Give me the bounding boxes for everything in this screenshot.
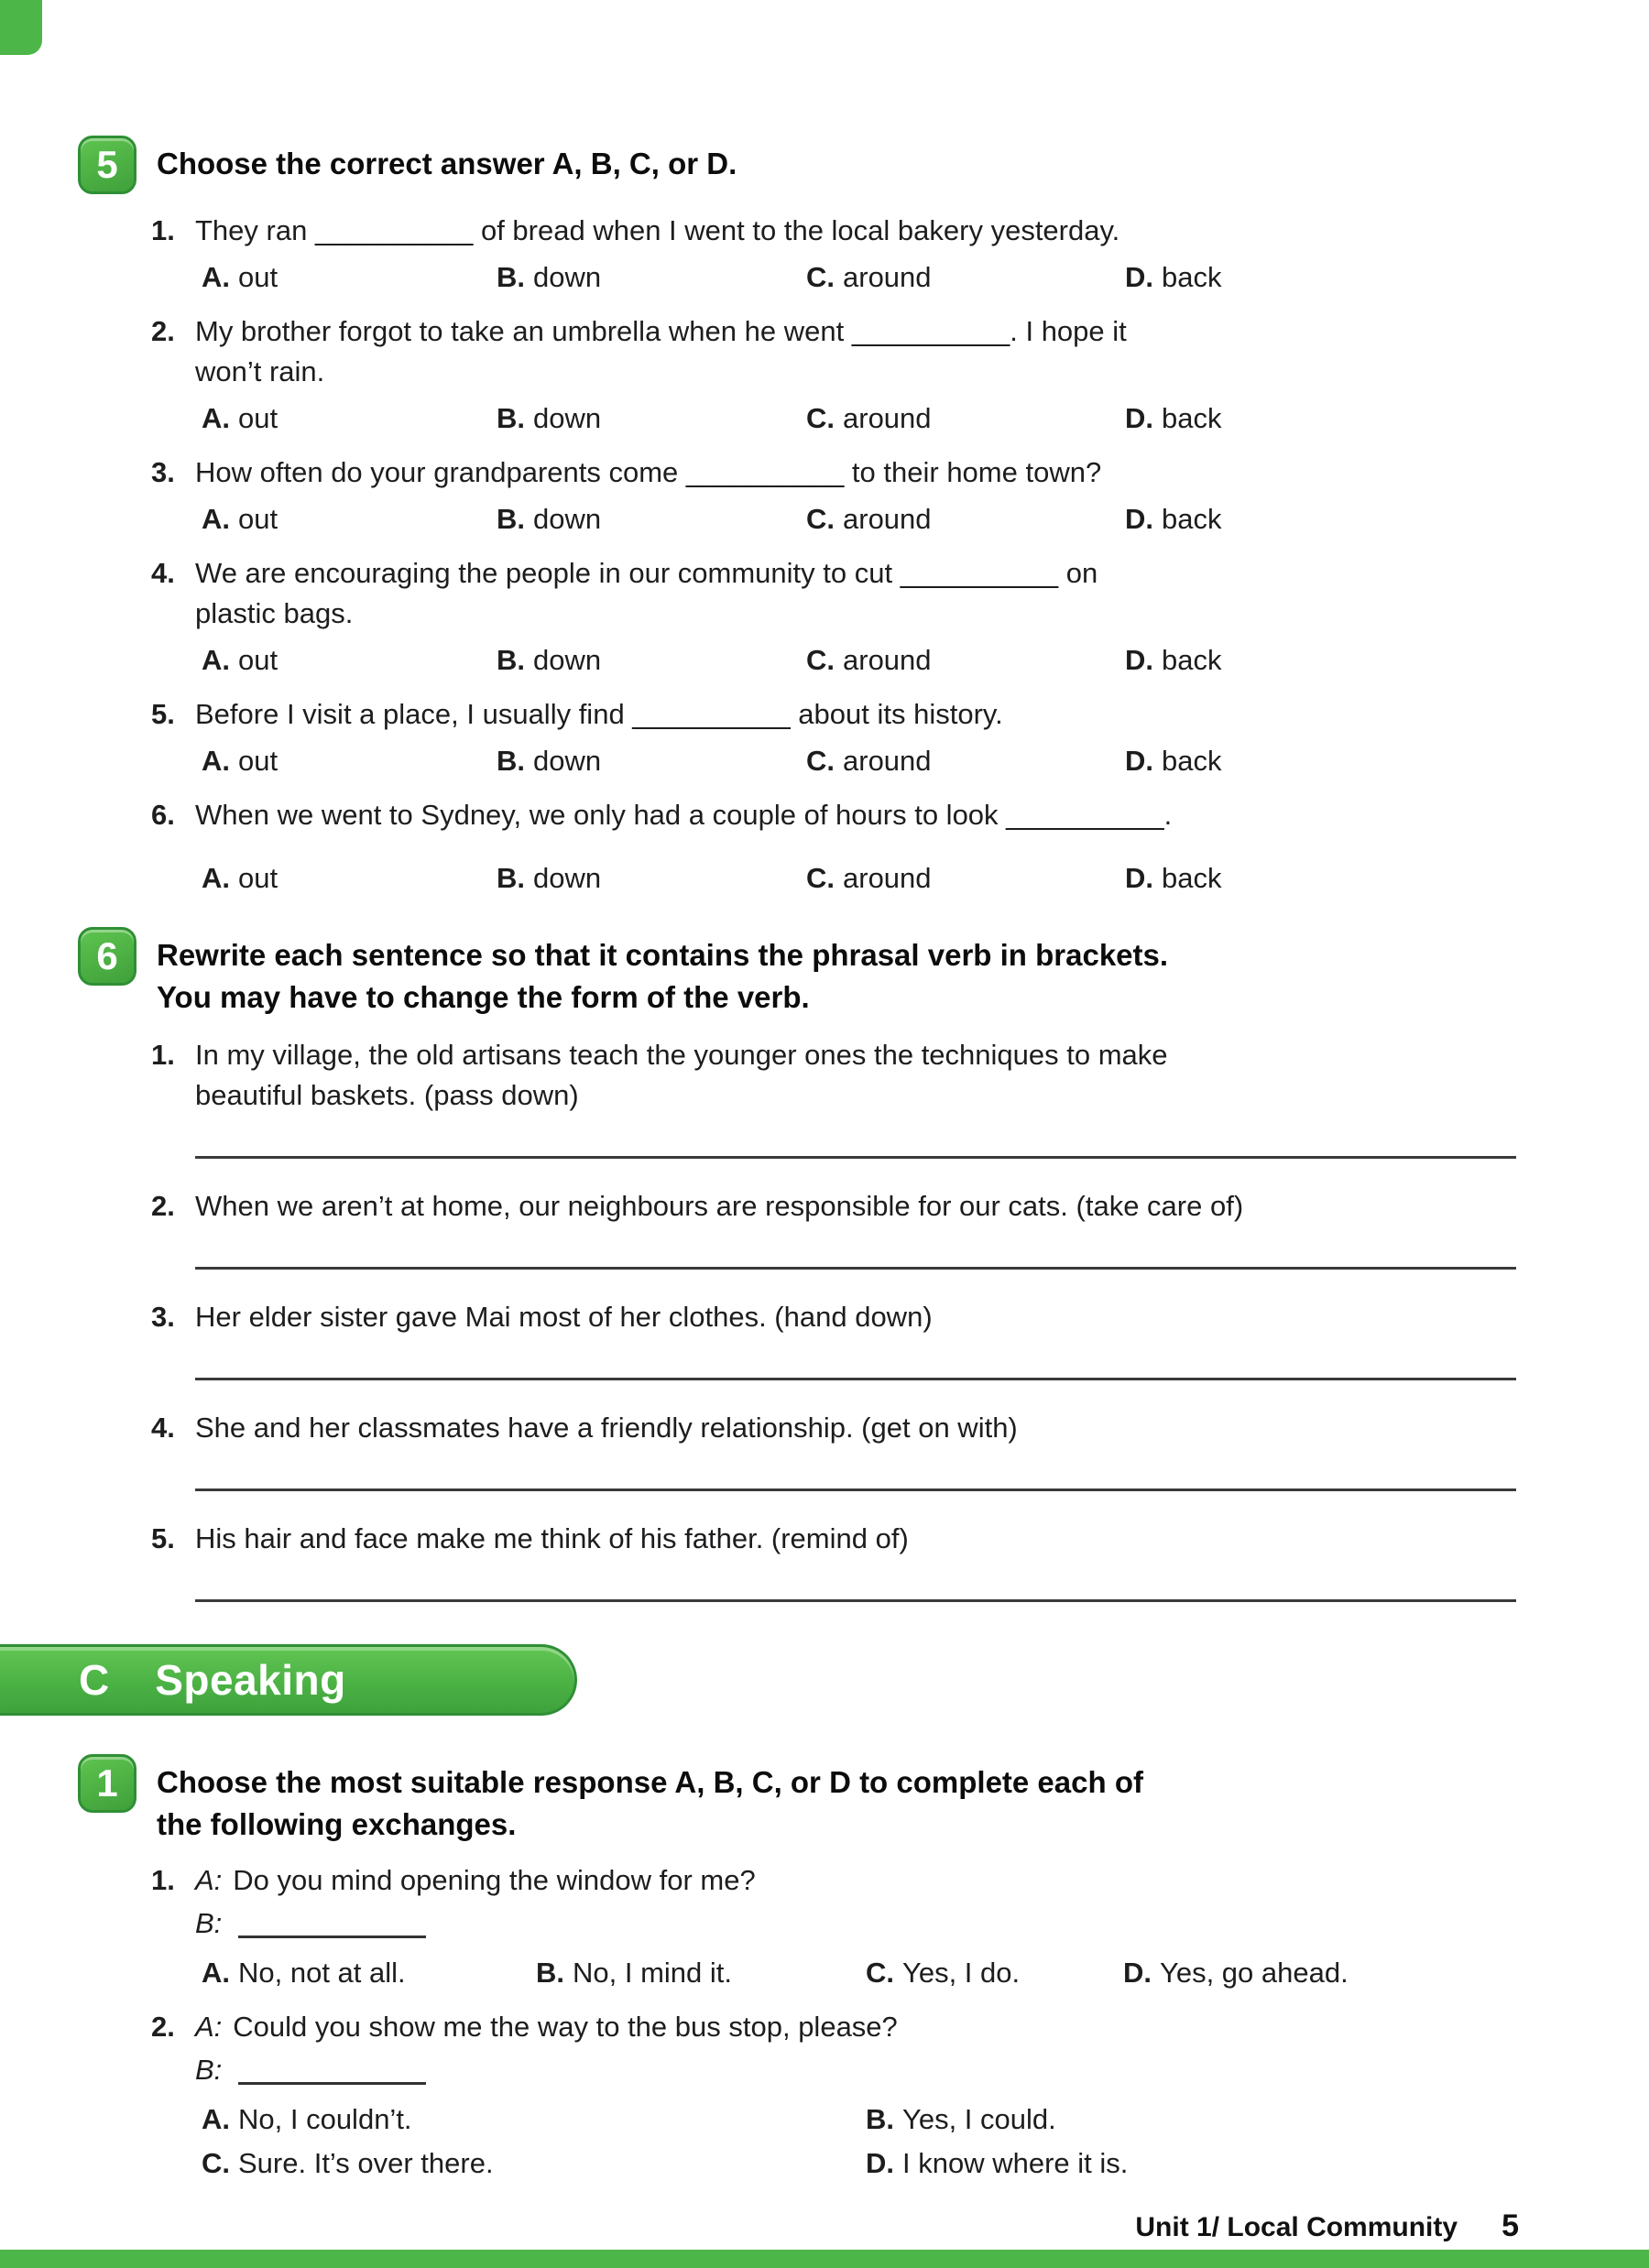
option-letter: C. [202,2147,230,2179]
page-edge-bottom [0,2250,1649,2268]
option-c [806,740,1125,782]
question-1 [151,211,1516,251]
question-6 [151,795,1516,835]
exercise-6-section [96,927,1516,1602]
title-line: Rewrite each sentence so that it contains the phrasal verb in brackets. [157,938,1169,972]
option-text: Yes, go ahead. [1160,1957,1349,1989]
exercise-5-header [78,136,1516,194]
exercise-5-badge: 5 [78,136,137,194]
option-text: around [843,261,932,293]
option-text: around [843,503,932,535]
option-letter: C. [806,503,835,535]
option-b [536,1952,866,1994]
speaker-a-text: Do you mind opening the window for me? [233,1864,756,1896]
question-line: Before I visit a place, I usually find __________ about its history. [195,698,1003,730]
option-a [202,740,497,782]
unit-label: Unit 1/ Local Community [1135,2212,1458,2242]
page-number: 5 [1502,2208,1519,2243]
item-number: 5. [151,1522,175,1554]
page-corner-accent [0,0,42,55]
options-row [202,498,1516,540]
item-text [195,1035,1516,1116]
option-b [497,256,806,299]
option-text: back [1162,261,1222,293]
question-line: They ran __________ of bread when I went to the local bakery yesterday. [195,214,1120,246]
exchange-1 [151,1860,1516,1946]
rewrite-item-5 [151,1519,1516,1559]
option-letter: B. [497,745,525,777]
item-line: His hair and face make me think of his father. (remind of) [195,1522,909,1554]
option-letter: C. [806,261,835,293]
title-line: Choose the most suitable response A, B, C, or D to complete each of [157,1765,1143,1799]
speaker-b-line [195,1901,1516,1946]
option-d [1125,740,1516,782]
option-letter: D. [1125,862,1153,894]
option-text: Yes, I do. [902,1957,1021,1989]
options-row [202,1952,1516,1994]
option-text: back [1162,745,1222,777]
option-letter: B. [497,644,525,676]
item-line: beautiful baskets. (pass down) [195,1079,579,1111]
write-line [195,1488,1516,1491]
question-line: When we went to Sydney, we only had a couple of hours to look __________. [195,799,1173,831]
question-line: We are encouraging the people in our community to cut __________ on [195,557,1098,589]
write-line [195,1156,1516,1159]
speaker-b-label: B: [195,2054,223,2086]
option-a [202,1952,536,1994]
options-row [202,857,1516,900]
exchange-text [195,1860,1516,1946]
option-letter: A. [202,862,230,894]
option-letter: A. [202,402,230,434]
item-number: 1. [151,1039,175,1071]
question-line: How often do your grandparents come __________ to their home town? [195,456,1102,488]
option-text: down [533,261,602,293]
option-text: around [843,862,932,894]
option-text: out [238,644,278,676]
exercise-1-badge: 1 [78,1754,137,1813]
option-b [866,2099,1516,2141]
option-d [1123,1952,1516,1994]
exercise-6-badge: 6 [78,927,137,986]
option-letter: D. [1125,503,1153,535]
question-number: 3. [151,456,175,488]
speaker-b-line [195,2047,1516,2093]
option-letter: D. [866,2147,894,2179]
option-a [202,857,497,900]
speaker-a-text: Could you show me the way to the bus stop, please? [233,2011,898,2043]
option-text: No, not at all. [238,1957,406,1989]
option-c [202,2143,866,2185]
question-3 [151,453,1516,493]
option-b [497,740,806,782]
page-footer [1135,2208,1519,2244]
write-line [195,1378,1516,1380]
option-d [1125,639,1516,681]
item-line: When we aren’t at home, our neighbours are responsible for our cats. (take care of) [195,1190,1244,1222]
option-letter: D. [1125,402,1153,434]
option-c [806,498,1125,540]
option-text: around [843,644,932,676]
rewrite-item-1 [151,1035,1516,1116]
write-line [195,1599,1516,1602]
item-line: She and her classmates have a friendly relationship. (get on with) [195,1412,1018,1444]
rewrite-item-4 [151,1408,1516,1448]
option-text: back [1162,503,1222,535]
option-text: I know where it is. [902,2147,1129,2179]
question-number: 6. [151,799,175,831]
item-number: 3. [151,1301,175,1333]
question-2 [151,311,1516,392]
options-row [202,398,1516,440]
option-letter: A. [202,1957,230,1989]
option-text: out [238,745,278,777]
option-letter: A. [202,2103,230,2135]
title-line: the following exchanges. [157,1807,517,1841]
option-letter: C. [806,644,835,676]
question-text [195,795,1516,835]
exercise-5-title: Choose the correct answer A, B, C, or D. [157,147,737,180]
question-number: 4. [151,557,175,589]
section-letter: C [79,1656,110,1704]
option-letter: C. [806,862,835,894]
option-d [1125,256,1516,299]
option-letter: B. [497,402,525,434]
exercise-1-header [78,1754,1516,1846]
option-a [202,2099,866,2141]
option-text: down [533,503,602,535]
option-letter: A. [202,261,230,293]
speaker-a-line [195,2007,1516,2047]
option-c [806,256,1125,299]
option-letter: A. [202,745,230,777]
option-letter: A. [202,503,230,535]
title-line: You may have to change the form of the verb. [157,980,810,1014]
item-number: 4. [151,1412,175,1444]
option-letter: C. [866,1957,894,1989]
options-grid [202,2099,1516,2185]
section-c-banner [0,1644,577,1716]
option-d [1125,398,1516,440]
item-line: In my village, the old artisans teach the younger ones the techniques to make [195,1039,1168,1071]
option-letter: B. [536,1957,564,1989]
option-text: down [533,862,602,894]
item-text [195,1297,1516,1337]
speaker-a-line [195,1860,1516,1901]
option-letter: B. [497,503,525,535]
option-b [497,398,806,440]
exercise-6-title [157,927,1168,1019]
speaker-a-label: A: [195,1864,223,1896]
option-text: Yes, I could. [902,2103,1056,2135]
item-text [195,1186,1516,1227]
question-4 [151,553,1516,634]
option-letter: D. [1123,1957,1152,1989]
option-c [806,398,1125,440]
section-title: Speaking [155,1656,346,1704]
option-text: back [1162,644,1222,676]
answer-blank [238,1935,426,1938]
exchange-text [195,2007,1516,2093]
item-line: Her elder sister gave Mai most of her clothes. (hand down) [195,1301,933,1333]
option-text: No, I couldn’t. [238,2103,412,2135]
option-text: down [533,644,602,676]
option-letter: B. [497,862,525,894]
option-d [866,2143,1516,2185]
question-line: My brother forgot to take an umbrella when he went __________. I hope it [195,315,1127,347]
option-d [1125,857,1516,900]
option-b [497,857,806,900]
question-text [195,694,1516,735]
exchange-2 [151,2007,1516,2093]
option-text: out [238,402,278,434]
option-letter: D. [1125,644,1153,676]
option-c [806,639,1125,681]
option-text: out [238,862,278,894]
option-b [497,639,806,681]
option-text: back [1162,862,1222,894]
option-text: back [1162,402,1222,434]
item-number: 2. [151,1190,175,1222]
option-letter: A. [202,644,230,676]
option-a [202,639,497,681]
rewrite-item-3 [151,1297,1516,1337]
option-text: down [533,402,602,434]
option-text: around [843,745,932,777]
options-row [202,740,1516,782]
option-text: down [533,745,602,777]
option-text: No, I mind it. [573,1957,732,1989]
item-text [195,1519,1516,1559]
option-letter: D. [1125,261,1153,293]
option-text: around [843,402,932,434]
question-text [195,211,1516,251]
rewrite-item-2 [151,1186,1516,1227]
question-text [195,553,1516,634]
question-number: 5. [151,698,175,730]
option-a [202,256,497,299]
exercise-1-title [157,1754,1143,1846]
speaker-b-label: B: [195,1907,223,1939]
option-letter: B. [497,261,525,293]
option-a [202,398,497,440]
option-c [806,857,1125,900]
options-row [202,256,1516,299]
option-text: Sure. It’s over there. [238,2147,494,2179]
item-number: 1. [151,1864,175,1896]
item-text [195,1408,1516,1448]
option-b [497,498,806,540]
option-d [1125,498,1516,540]
option-letter: C. [806,402,835,434]
option-a [202,498,497,540]
item-number: 2. [151,2011,175,2043]
option-c [866,1952,1123,1994]
question-text [195,453,1516,493]
option-letter: B. [866,2103,894,2135]
question-number: 2. [151,315,175,347]
question-5 [151,694,1516,735]
question-number: 1. [151,214,175,246]
exercise-6-header [78,927,1516,1019]
option-letter: C. [806,745,835,777]
answer-blank [238,2082,426,2085]
question-line: won’t rain. [195,355,325,387]
options-row [202,639,1516,681]
question-line: plastic bags. [195,597,354,629]
option-text: out [238,261,278,293]
speaker-a-label: A: [195,2011,223,2043]
exercise-5-section [96,136,1516,900]
section-c-exercise-1 [96,1754,1516,2185]
option-text: out [238,503,278,535]
question-text [195,311,1516,392]
write-line [195,1267,1516,1270]
option-letter: D. [1125,745,1153,777]
